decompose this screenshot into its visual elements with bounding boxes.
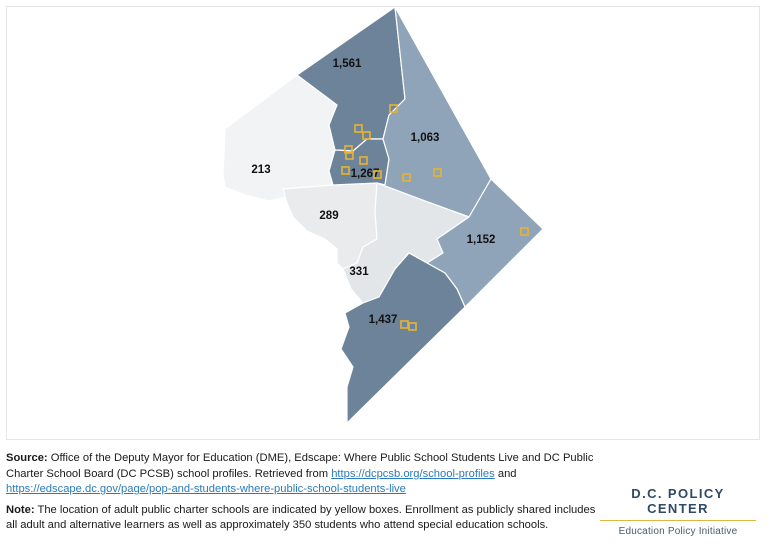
school-profiles-link[interactable]: https://dcpcsb.org/school-profiles (331, 467, 495, 480)
source-lead: Source: (6, 452, 48, 464)
ward-6-label: 331 (349, 266, 369, 278)
ward-4-label: 1,561 (332, 58, 362, 70)
ward-2-region (223, 75, 337, 201)
dc-ward-map (7, 7, 761, 441)
ward-2-label: 213 (251, 164, 271, 176)
note-lead: Note: (6, 503, 35, 516)
brand-name: D.C. POLICY CENTER (600, 486, 756, 521)
notes-section (6, 451, 596, 539)
ward-7-label: 1,152 (466, 234, 496, 246)
brand-subtitle: Education Policy Initiative (618, 526, 738, 537)
ward-8-label: 1,437 (368, 314, 398, 326)
map-panel (6, 6, 760, 440)
ward-5-label: 1,063 (410, 132, 440, 144)
brand-logo (600, 486, 756, 537)
ward-1-label: 1,267 (350, 168, 380, 180)
source-note (6, 451, 596, 498)
methodology-note (6, 503, 596, 534)
edscape-link[interactable]: https://edscape.dc.gov/page/pop-and-students-where-public-school-students-live (6, 483, 406, 496)
note-text: The location of adult public charter schools are indicated by yellow boxes. Enrollment as publicly shared includes all adult and alternative learners as well as approximately 350 students who attend special education schools. (6, 503, 596, 532)
ward-3-label: 289 (319, 210, 339, 222)
source-and: and (497, 467, 517, 480)
source-text: Office of the Deputy Mayor for Education (DME), Edscape: Where Public School Students Live and DC Public Charter School Board (DC PCSB) school profiles. Retrieved from (6, 452, 594, 480)
